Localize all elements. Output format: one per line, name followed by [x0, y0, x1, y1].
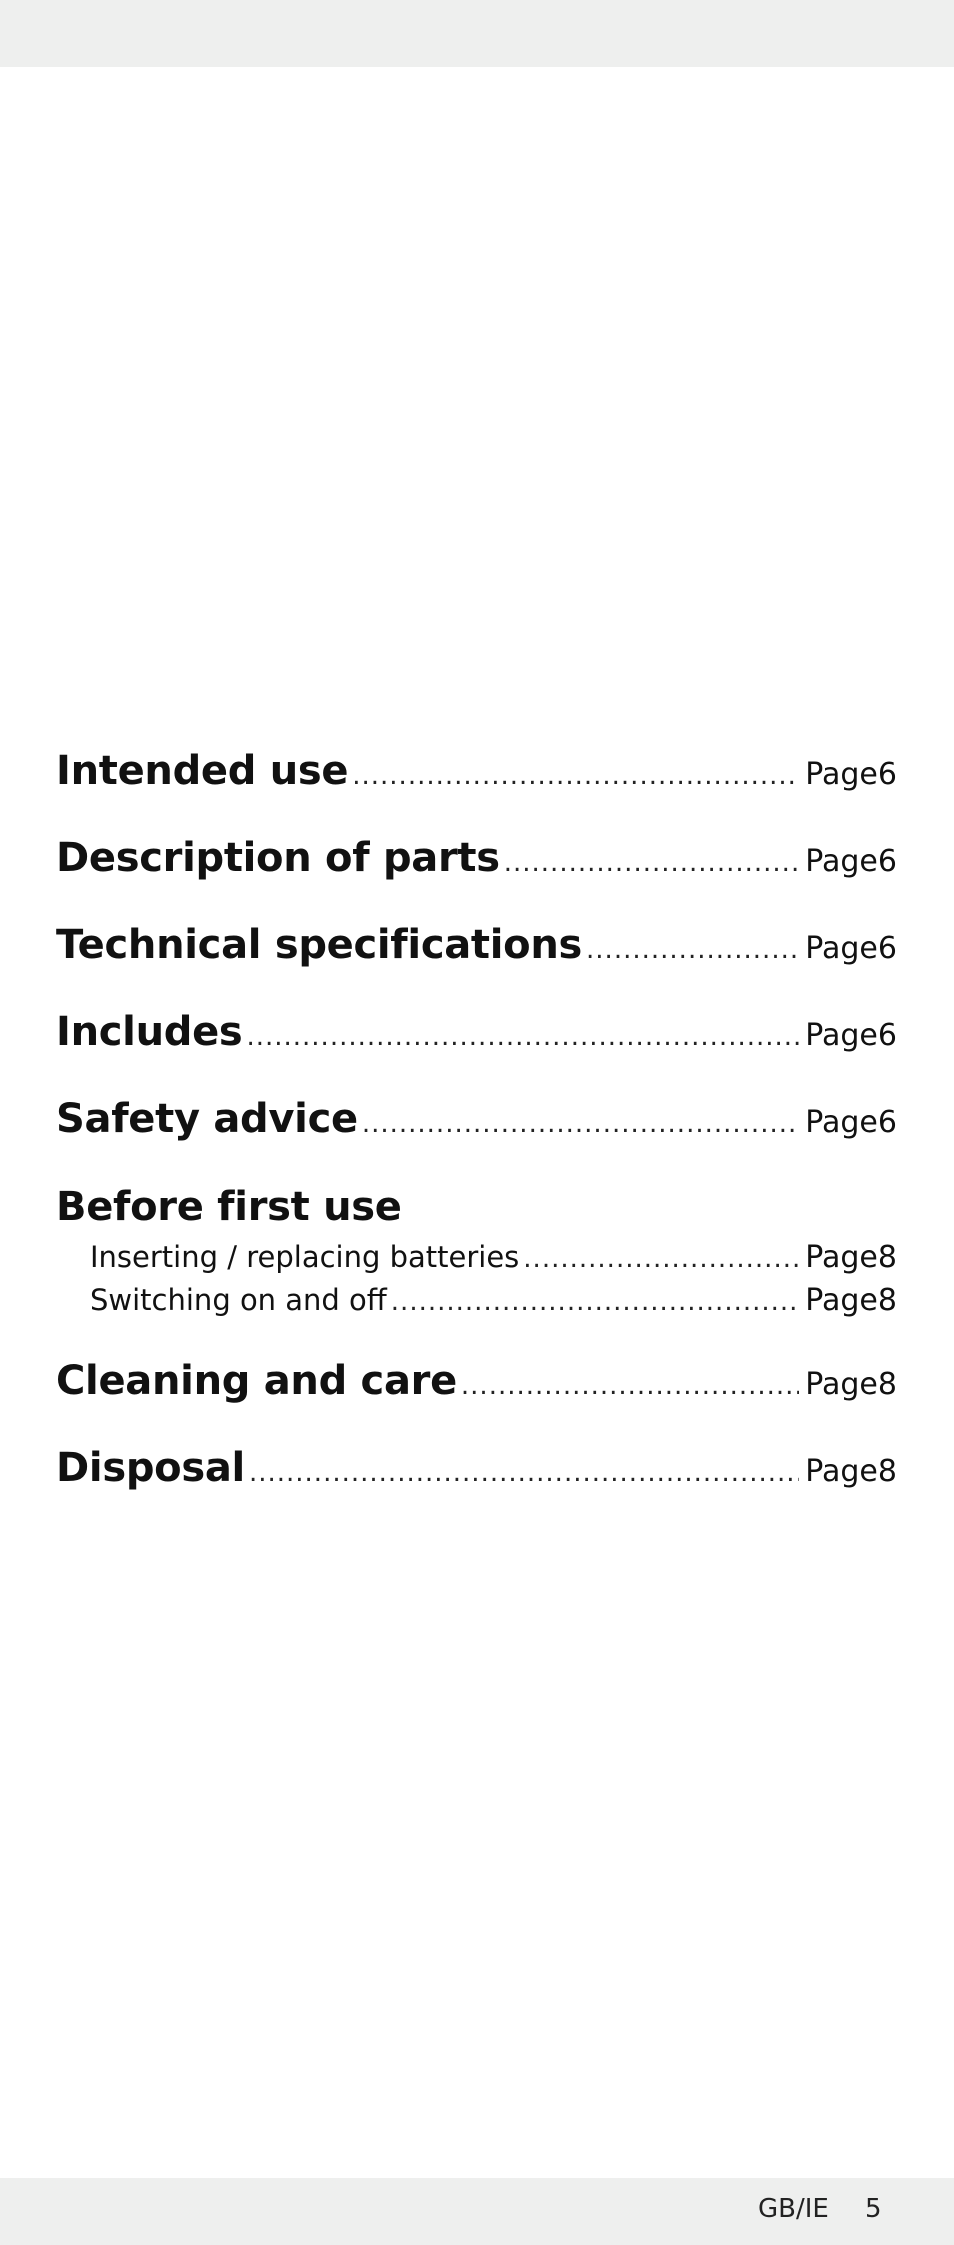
dot-leader [586, 935, 799, 965]
toc-entry-title: Disposal [56, 1445, 245, 1491]
dot-leader [352, 761, 799, 791]
toc-page-label: Page [805, 1240, 878, 1275]
toc-entry-title: Description of parts [56, 835, 500, 881]
toc-page-label: Page [805, 931, 878, 966]
toc-subentry-title: Inserting / replacing batteries [90, 1240, 520, 1274]
toc-page-label: Page [805, 1105, 878, 1140]
toc-entry-intended-use[interactable] [56, 748, 897, 794]
dot-leader [461, 1371, 799, 1401]
footer-region-code: GB/IE [758, 2194, 829, 2224]
dot-leader [246, 1022, 799, 1052]
toc-entry-description-of-parts[interactable] [56, 835, 897, 881]
toc-page-number: 6 [877, 757, 897, 792]
toc-entry-title: Safety advice [56, 1096, 358, 1142]
toc-entry-title: Technical specifications [56, 922, 583, 968]
toc-entry-title: Intended use [56, 748, 349, 794]
toc-subentry-switching-on-and-off[interactable] [90, 1283, 897, 1318]
footer-page-number: 5 [865, 2194, 882, 2224]
toc-subentry-inserting-replacing-batteries[interactable] [90, 1240, 897, 1275]
toc-page-number: 6 [877, 1105, 897, 1140]
dot-leader [504, 848, 800, 878]
toc-page-label: Page [805, 1283, 878, 1318]
header-band [0, 0, 954, 67]
toc-page-number: 8 [877, 1367, 897, 1402]
toc-entry-includes[interactable] [56, 1009, 897, 1055]
toc-subentry-title: Switching on and off [90, 1283, 387, 1317]
toc-page-label: Page [805, 1018, 878, 1053]
dot-leader [362, 1109, 799, 1139]
toc-page-label: Page [805, 1367, 878, 1402]
toc-page-number: 8 [877, 1454, 897, 1489]
dot-leader [523, 1244, 799, 1274]
toc-page-number: 6 [877, 1018, 897, 1053]
toc-page-number: 8 [877, 1283, 897, 1318]
toc-page-label: Page [805, 1454, 878, 1489]
toc-entry-title: Includes [56, 1009, 243, 1055]
toc-page-number: 6 [877, 844, 897, 879]
toc-entry-title: Cleaning and care [56, 1358, 457, 1404]
toc-entry-cleaning-and-care[interactable] [56, 1358, 897, 1404]
toc-page-label: Page [805, 844, 878, 879]
dot-leader [249, 1458, 799, 1488]
toc-entry-disposal[interactable] [56, 1445, 897, 1491]
toc-page-number: 8 [877, 1240, 897, 1275]
toc-entry-safety-advice[interactable] [56, 1096, 897, 1142]
toc-page-number: 6 [877, 931, 897, 966]
toc-page-label: Page [805, 757, 878, 792]
toc-heading-before-first-use[interactable]: Before first use [56, 1184, 402, 1230]
dot-leader [391, 1287, 799, 1317]
toc-entry-technical-specifications[interactable] [56, 922, 897, 968]
